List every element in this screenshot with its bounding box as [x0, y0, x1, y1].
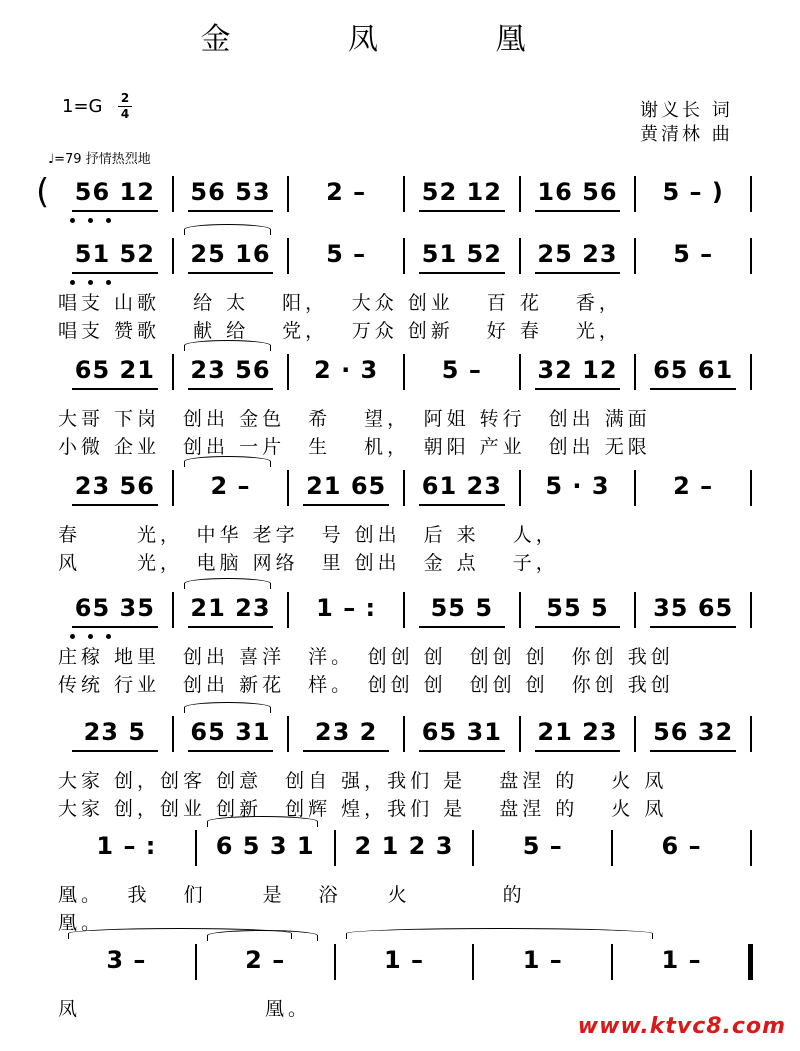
slur-arc: [184, 456, 272, 467]
barline: [403, 176, 405, 212]
site-watermark: www.ktvc8.com: [577, 1014, 786, 1039]
tempo-marking: ♩=79 抒情热烈地: [48, 152, 151, 167]
measure-notes: 65 31: [421, 718, 502, 746]
beam-underline: [188, 626, 274, 628]
lyric-line: 唱支 赞歌 献 给 党， 万众 创新 好 春 光，: [58, 320, 622, 342]
measure-notes: 1 – :: [316, 594, 377, 622]
beam-underline: [419, 504, 505, 506]
barline: [519, 176, 521, 212]
slur-arc: [184, 340, 272, 351]
barline: [403, 470, 405, 506]
measure-notes: 21 23: [537, 718, 618, 746]
barline: [172, 176, 174, 212]
lyric-line: 春 光， 中华 老字 号 创出 后 来 人，: [58, 524, 559, 546]
measure-notes: 35 65: [653, 594, 734, 622]
beam-underline: [72, 504, 158, 506]
lyric-line: 风 光， 电脑 网络 里 创出 金 点 子，: [58, 552, 559, 574]
measure-notes: 56 32: [653, 718, 734, 746]
barline: [334, 830, 336, 866]
barline: [519, 470, 521, 506]
slur-arc: [346, 928, 653, 939]
barline: [287, 176, 289, 212]
barline: [403, 238, 405, 274]
beam-underline: [188, 388, 274, 390]
lyric-line: 凤 凰。: [58, 998, 312, 1020]
measure-notes: 65 31: [190, 718, 271, 746]
barline: [750, 716, 752, 752]
beam-underline: [188, 750, 274, 752]
composer-credit: 黄清林 曲: [640, 124, 733, 145]
barline: [287, 592, 289, 628]
barline: [634, 470, 636, 506]
measure-notes: 2 · 3: [314, 356, 379, 384]
barline: [172, 716, 174, 752]
measure-notes: 23 56: [74, 472, 155, 500]
beam-underline: [419, 626, 505, 628]
time-signature-bottom: 4: [120, 107, 130, 121]
barline: [519, 238, 521, 274]
measure-notes: 32 12: [537, 356, 618, 384]
beam-underline: [419, 210, 505, 212]
measure-notes: 21 23: [190, 594, 271, 622]
measure-notes: 16 56: [537, 178, 618, 206]
repeat-open-paren: (: [36, 172, 50, 212]
beam-underline: [535, 388, 621, 390]
measure-notes: 52 12: [421, 178, 502, 206]
measure-notes: 65 61: [653, 356, 734, 384]
measure-notes: 5 –: [522, 832, 563, 860]
barline: [634, 354, 636, 390]
measure-notes: 2 –: [210, 472, 251, 500]
measure-notes: 2 –: [673, 472, 714, 500]
measure-notes: 1 –: [383, 946, 425, 974]
measure-notes: 56 12: [74, 178, 155, 206]
barline: [634, 176, 636, 212]
barline: [172, 470, 174, 506]
lyric-line: 唱支 山歌 给 太 阳， 大众 创业 百 花 香，: [58, 292, 622, 314]
slur-arc: [184, 224, 272, 235]
barline: [195, 830, 197, 866]
barline: [334, 944, 336, 980]
slur-arc: [184, 578, 272, 589]
time-signature: [118, 92, 132, 121]
measure-notes: 6 –: [661, 832, 702, 860]
barline: [195, 944, 197, 980]
measure-notes: 51 52: [74, 240, 155, 268]
lyric-line: 凰。: [58, 912, 105, 934]
beam-underline: [303, 750, 389, 752]
barline: [750, 470, 752, 506]
time-signature-top: 2: [120, 91, 130, 105]
barline: [611, 944, 613, 980]
measure-notes: 65 21: [74, 356, 155, 384]
lyric-line: 传统 行业 创出 新花 样。 创创 创 创创 创 你创 我创: [58, 674, 674, 696]
barline: [472, 830, 474, 866]
measure-notes: 25 16: [190, 240, 271, 268]
measure-notes: 5 –: [326, 240, 367, 268]
lyric-line: 小微 企业 创出 一片 生 机， 朝阳 产业 创出 无限: [58, 436, 651, 458]
lyric-line: 大哥 下岗 创出 金色 希 望， 阿姐 转行 创出 满面: [58, 408, 651, 430]
beam-underline: [188, 210, 274, 212]
slur-arc: [184, 702, 272, 713]
barline: [750, 238, 752, 274]
lyric-line: 凰。 我 们 是 浴 火 的: [58, 884, 526, 906]
barline: [634, 238, 636, 274]
beam-underline: [535, 750, 621, 752]
barline: [750, 592, 752, 628]
barline: [634, 716, 636, 752]
barline: [519, 354, 521, 390]
lyricist-credit: 谢义长 词: [640, 100, 733, 121]
barline: [750, 830, 752, 866]
beam-underline: [535, 626, 621, 628]
beam-underline: [535, 210, 621, 212]
barline: [172, 592, 174, 628]
measure-notes: 1 –: [522, 946, 563, 974]
barline: [750, 176, 752, 212]
measure-notes: 61 23: [421, 472, 502, 500]
slur-arc: [68, 928, 292, 939]
measure-notes: 55 5: [546, 594, 609, 622]
barline: [287, 470, 289, 506]
beam-underline: [650, 388, 736, 390]
barline: [519, 592, 521, 628]
measure-notes: 51 52: [421, 240, 502, 268]
barline: [172, 238, 174, 274]
final-barline: [748, 944, 753, 980]
measure-notes: 25 23: [537, 240, 618, 268]
beam-underline: [303, 504, 389, 506]
measure-notes: 5 · 3: [545, 472, 610, 500]
barline: [472, 944, 474, 980]
measure-notes: 21 65: [306, 472, 387, 500]
lyric-line: 大家 创，创客 创意 创自 强，我们 是 盘涅 的 火 凤: [58, 770, 668, 792]
measure-notes: 5 –: [673, 240, 714, 268]
beam-underline: [535, 272, 621, 274]
measure-notes: 5 – ): [662, 178, 724, 206]
measure-notes: 2 1 2 3: [354, 832, 454, 860]
measure-notes: 2 –: [245, 946, 286, 974]
slur-arc: [207, 816, 318, 827]
barline: [287, 716, 289, 752]
measure-notes: 23 2: [314, 718, 378, 746]
song-title: 金 凤 凰: [200, 22, 580, 57]
barline: [519, 716, 521, 752]
beam-underline: [72, 626, 158, 628]
lyric-line: 庄稼 地里 创出 喜洋 洋。 创创 创 创创 创 你创 我创: [58, 646, 674, 668]
lyric-line: 大家 创，创业 创新 创辉 煌，我们 是 盘涅 的 火 凤: [58, 798, 668, 820]
barline: [172, 354, 174, 390]
measure-notes: 65 35: [74, 594, 155, 622]
barline: [634, 592, 636, 628]
measure-notes: 3 –: [106, 946, 147, 974]
beam-underline: [72, 272, 158, 274]
measure-notes: 5 –: [441, 356, 482, 384]
barline: [750, 354, 752, 390]
key-signature: 1=G: [62, 96, 103, 117]
measure-notes: 1 –: [661, 946, 702, 974]
barline: [287, 238, 289, 274]
beam-underline: [419, 272, 505, 274]
beam-underline: [72, 750, 158, 752]
measure-notes: 6 5 3 1: [215, 832, 315, 860]
beam-underline: [72, 210, 158, 212]
measure-notes: 1 – :: [96, 832, 157, 860]
measure-notes: 23 56: [190, 356, 271, 384]
measure-notes: 2 –: [326, 178, 367, 206]
beam-underline: [419, 750, 505, 752]
beam-underline: [188, 272, 274, 274]
barline: [403, 716, 405, 752]
beam-underline: [650, 750, 736, 752]
barline: [287, 354, 289, 390]
beam-underline: [72, 388, 158, 390]
barline: [611, 830, 613, 866]
barline: [403, 592, 405, 628]
measure-notes: 23 5: [83, 718, 147, 746]
beam-underline: [650, 626, 736, 628]
barline: [403, 354, 405, 390]
measure-notes: 56 53: [190, 178, 271, 206]
measure-notes: 55 5: [430, 594, 494, 622]
